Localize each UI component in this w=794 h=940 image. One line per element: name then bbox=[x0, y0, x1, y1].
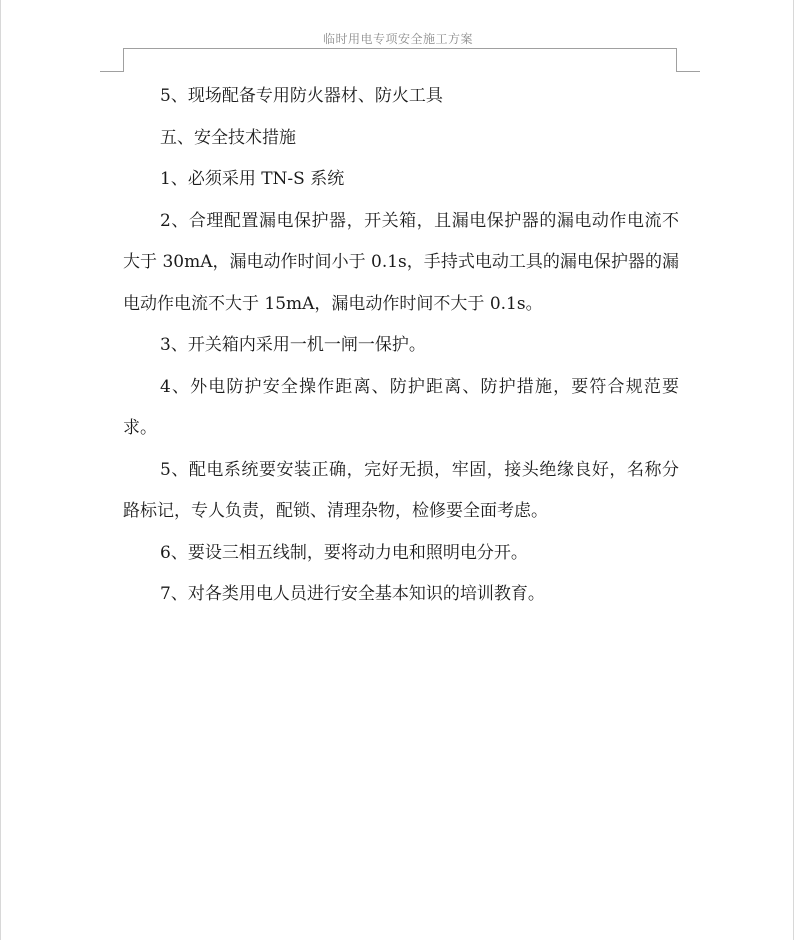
paragraph-fire-equipment: 5、现场配备专用防火器材、防火工具 bbox=[160, 86, 443, 106]
crop-mark-left-horizontal bbox=[100, 71, 124, 72]
paragraph-switch-box: 3、开关箱内采用一机一闸一保护。 bbox=[160, 335, 426, 355]
paragraph-three-phase-five-wire: 6、要设三相五线制，要将动力电和照明电分开。 bbox=[160, 542, 528, 563]
crop-mark-right-horizontal bbox=[676, 71, 700, 72]
paragraph-external-protection: 4、外电防护安全操作距离、防护距离、防护措施，要符合规范要求。 bbox=[123, 376, 679, 438]
paragraph-distribution-system: 5、配电系统要安装正确，完好无损，牢固，接头绝缘良好，名称分路标记，专人负责，配锁、清理杂物，检修要全面考虑。 bbox=[123, 459, 679, 521]
page-header-title: 临时用电专项安全施工方案 bbox=[322, 32, 473, 46]
section-heading-safety-measures: 五、安全技术措施 bbox=[160, 127, 296, 148]
paragraph-training: 7、对各类用电人员进行安全基本知识的培训教育。 bbox=[160, 584, 545, 604]
paragraph-leakage-protector: 2、合理配置漏电保护器，开关箱，且漏电保护器的漏电动作电流不大于 30mA，漏电动作时间小于 0.1s，手持式电动工具的漏电保护器的漏电动作电流不大于 15mA，漏电动作时间不大于 0.1s。 bbox=[123, 210, 679, 314]
crop-mark-right-vertical bbox=[676, 48, 677, 71]
header-rule bbox=[123, 48, 677, 49]
document-body bbox=[123, 76, 679, 616]
crop-mark-left-vertical bbox=[123, 48, 124, 71]
paragraph-tn-s-system: 1、必须采用 TN-S 系统 bbox=[160, 169, 345, 189]
